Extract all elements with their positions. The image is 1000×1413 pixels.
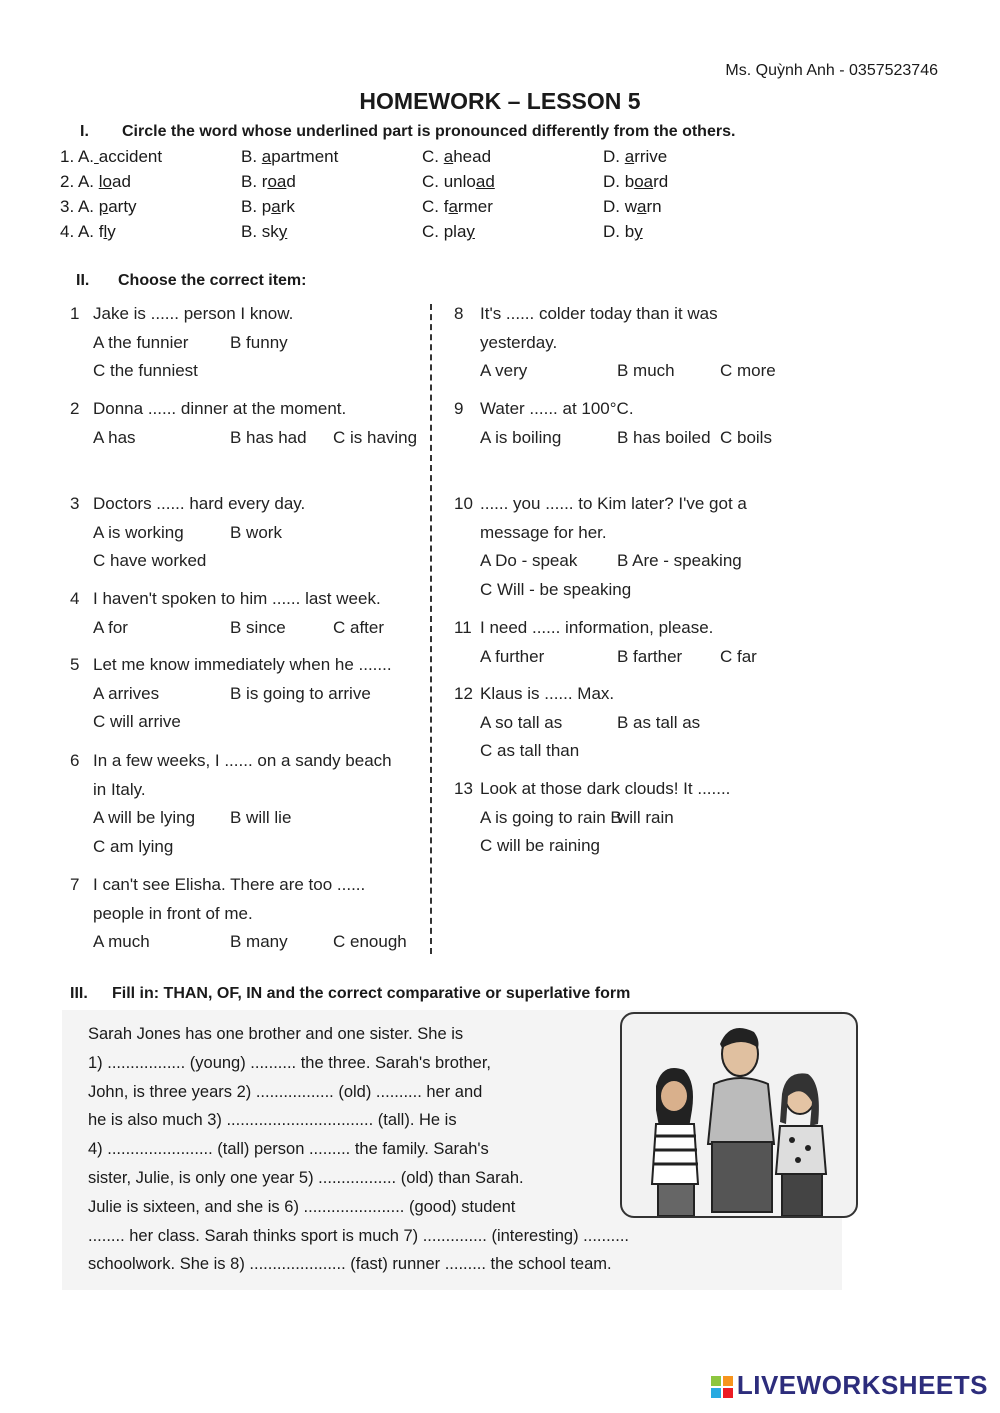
answer-option[interactable]: A arrives xyxy=(93,683,160,703)
answer-option[interactable]: A further xyxy=(480,646,545,666)
pronunciation-option[interactable]: 2. A. load xyxy=(60,172,131,191)
pronunciation-option[interactable]: D. by xyxy=(603,222,643,241)
answer-option[interactable]: B has had xyxy=(230,427,307,447)
paragraph-line: 1) ................. (young) .......... the three. Sarah's brother, xyxy=(88,1053,491,1072)
answer-option[interactable]: B farther xyxy=(617,646,683,666)
pronunciation-option[interactable]: 3. A. party xyxy=(60,197,137,216)
answer-option[interactable]: B much xyxy=(617,361,675,380)
answer-option[interactable]: B is going to arrive xyxy=(230,683,371,703)
question-text-continued: message for her. xyxy=(480,522,607,542)
answer-option[interactable]: C the funniest xyxy=(93,361,198,380)
answer-option[interactable]: A is boiling xyxy=(480,427,562,447)
answer-option[interactable]: A Do - speak xyxy=(480,551,578,570)
answer-option[interactable]: C is having xyxy=(333,427,418,447)
three-siblings-illustration xyxy=(620,1012,858,1218)
question-text: It's ...... colder today than it was xyxy=(480,304,718,323)
question-number: 6 xyxy=(70,751,80,770)
question-text: I need ...... information, please. xyxy=(480,618,714,637)
pronunciation-option[interactable]: B. apartment xyxy=(241,147,339,166)
question-number: 13 xyxy=(454,779,473,798)
answer-option[interactable]: A very xyxy=(480,361,528,380)
question-text: Let me know immediately when he ....... xyxy=(93,655,392,674)
question-number: 3 xyxy=(70,494,80,513)
answer-option[interactable]: B as tall as xyxy=(617,712,701,732)
answer-option[interactable]: A the funnier xyxy=(93,332,189,352)
question-text-continued: people in front of me. xyxy=(93,903,253,923)
question-text: Look at those dark clouds! It ....... xyxy=(480,779,731,798)
question-text: Water ...... at 100°C. xyxy=(480,399,634,418)
answer-option[interactable]: B work xyxy=(230,522,282,542)
pronunciation-option[interactable]: D. warn xyxy=(603,197,662,216)
answer-option[interactable]: B funny xyxy=(230,332,288,352)
question-text-continued: in Italy. xyxy=(93,779,146,799)
answer-option[interactable]: C have worked xyxy=(93,551,207,570)
paragraph-line: John, is three years 2) ................. (old) .......... her and xyxy=(88,1082,483,1101)
answer-option[interactable]: C will be raining xyxy=(480,836,600,855)
answer-option[interactable]: A will be lying xyxy=(93,808,196,827)
question-text: Klaus is ...... Max. xyxy=(480,684,615,703)
answer-option[interactable]: will rain xyxy=(617,807,674,827)
pronunciation-option[interactable]: C. farmer xyxy=(422,197,493,216)
pronunciation-option[interactable]: C. ahead xyxy=(422,147,492,166)
question-number: 12 xyxy=(454,684,473,703)
pronunciation-option[interactable]: B. road xyxy=(241,172,296,191)
pronunciation-option[interactable]: B. park xyxy=(241,197,295,216)
answer-option[interactable]: B will lie xyxy=(230,808,292,827)
answer-option[interactable]: B since xyxy=(230,617,286,637)
question-text: In a few weeks, I ...... on a sandy beach xyxy=(93,751,392,770)
answer-option[interactable]: C boils xyxy=(720,427,772,447)
question-text: ...... you ...... to Kim later? I've got a xyxy=(480,494,747,513)
question-number: 10 xyxy=(454,494,473,513)
pronunciation-option[interactable]: C. play xyxy=(422,222,475,241)
pronunciation-option[interactable]: 4. A. fly xyxy=(60,222,116,241)
answer-option[interactable]: A much xyxy=(93,932,150,951)
pronunciation-option[interactable]: D. arrive xyxy=(603,147,668,166)
answer-option[interactable]: C far xyxy=(720,646,757,666)
question-number: 4 xyxy=(70,589,80,608)
question-text: Doctors ...... hard every day. xyxy=(93,494,306,513)
question-text: Jake is ...... person I know. xyxy=(93,304,294,323)
answer-option[interactable]: A so tall as xyxy=(480,712,563,732)
answer-option[interactable]: C am lying xyxy=(93,836,174,856)
paragraph-line: schoolwork. She is 8) ..................... (fast) runner ......... the school team. xyxy=(88,1255,612,1274)
answer-option[interactable]: C after xyxy=(333,617,385,637)
question-text: Donna ...... dinner at the moment. xyxy=(93,399,347,418)
question-text: I can't see Elisha. There are too ...... xyxy=(93,875,366,894)
question-text-continued: yesterday. xyxy=(480,332,558,352)
paragraph-line: he is also much 3) ................................ (tall). He is xyxy=(88,1111,457,1130)
author-contact: Ms. Quỳnh Anh - 0357523746 xyxy=(725,62,938,79)
answer-option[interactable]: C more xyxy=(720,361,776,380)
paragraph-line: sister, Julie, is only one year 5) ................. (old) than Sarah. xyxy=(88,1168,524,1187)
paragraph-line: ........ her class. Sarah thinks sport is much 7) .............. (interesting) .......... xyxy=(88,1226,630,1245)
page-title: HOMEWORK – LESSON 5 xyxy=(359,88,641,114)
question-number: 1 xyxy=(70,304,80,323)
section-3-heading: III. Fill in: THAN, OF, IN and the correct comparative or superlative form xyxy=(70,985,631,1002)
pronunciation-option[interactable]: 1. A. accident xyxy=(60,147,163,166)
answer-option[interactable]: C will arrive xyxy=(93,712,181,731)
answer-option[interactable]: C Will - be speaking xyxy=(480,579,632,599)
column-divider xyxy=(430,304,432,954)
answer-option[interactable]: B many xyxy=(230,932,288,951)
section-1-heading: I. Circle the word whose underlined part is pronounced differently from the others. xyxy=(80,123,736,140)
multiple-choice-block xyxy=(62,302,812,962)
fill-in-paragraph xyxy=(88,1020,630,1279)
liveworksheets-logo: LIVEWORKSHEETS xyxy=(711,1370,988,1401)
question-number: 7 xyxy=(70,875,80,894)
answer-option[interactable]: C enough xyxy=(333,932,407,951)
answer-option[interactable]: B Are - speaking xyxy=(617,551,742,570)
answer-option[interactable]: A for xyxy=(93,617,128,637)
liveworksheets-icon xyxy=(711,1376,733,1398)
question-text: I haven't spoken to him ...... last week. xyxy=(93,589,381,608)
answer-option[interactable]: A is working xyxy=(93,522,184,542)
question-number: 5 xyxy=(70,655,80,674)
answer-option[interactable]: B has boiled xyxy=(617,427,711,447)
paragraph-line: Julie is sixteen, and she is 6) ...................... (good) student xyxy=(88,1197,516,1216)
question-number: 2 xyxy=(70,399,80,418)
question-number: 9 xyxy=(454,399,464,418)
paragraph-line: Sarah Jones has one brother and one sister. She is xyxy=(88,1025,464,1043)
pronunciation-option[interactable]: D. board xyxy=(603,172,669,191)
pronunciation-option[interactable]: C. unload xyxy=(422,172,495,191)
section-2-heading: II. Choose the correct item: xyxy=(76,272,307,289)
pronunciation-option[interactable]: B. sky xyxy=(241,222,288,241)
paragraph-line: 4) ....................... (tall) person ......... the family. Sarah's xyxy=(88,1140,489,1159)
answer-option[interactable]: A has xyxy=(93,427,136,447)
answer-option[interactable]: C as tall than xyxy=(480,741,580,760)
answer-option[interactable]: A is going to rain B xyxy=(480,807,622,827)
question-number: 8 xyxy=(454,304,464,323)
question-number: 11 xyxy=(454,618,472,637)
